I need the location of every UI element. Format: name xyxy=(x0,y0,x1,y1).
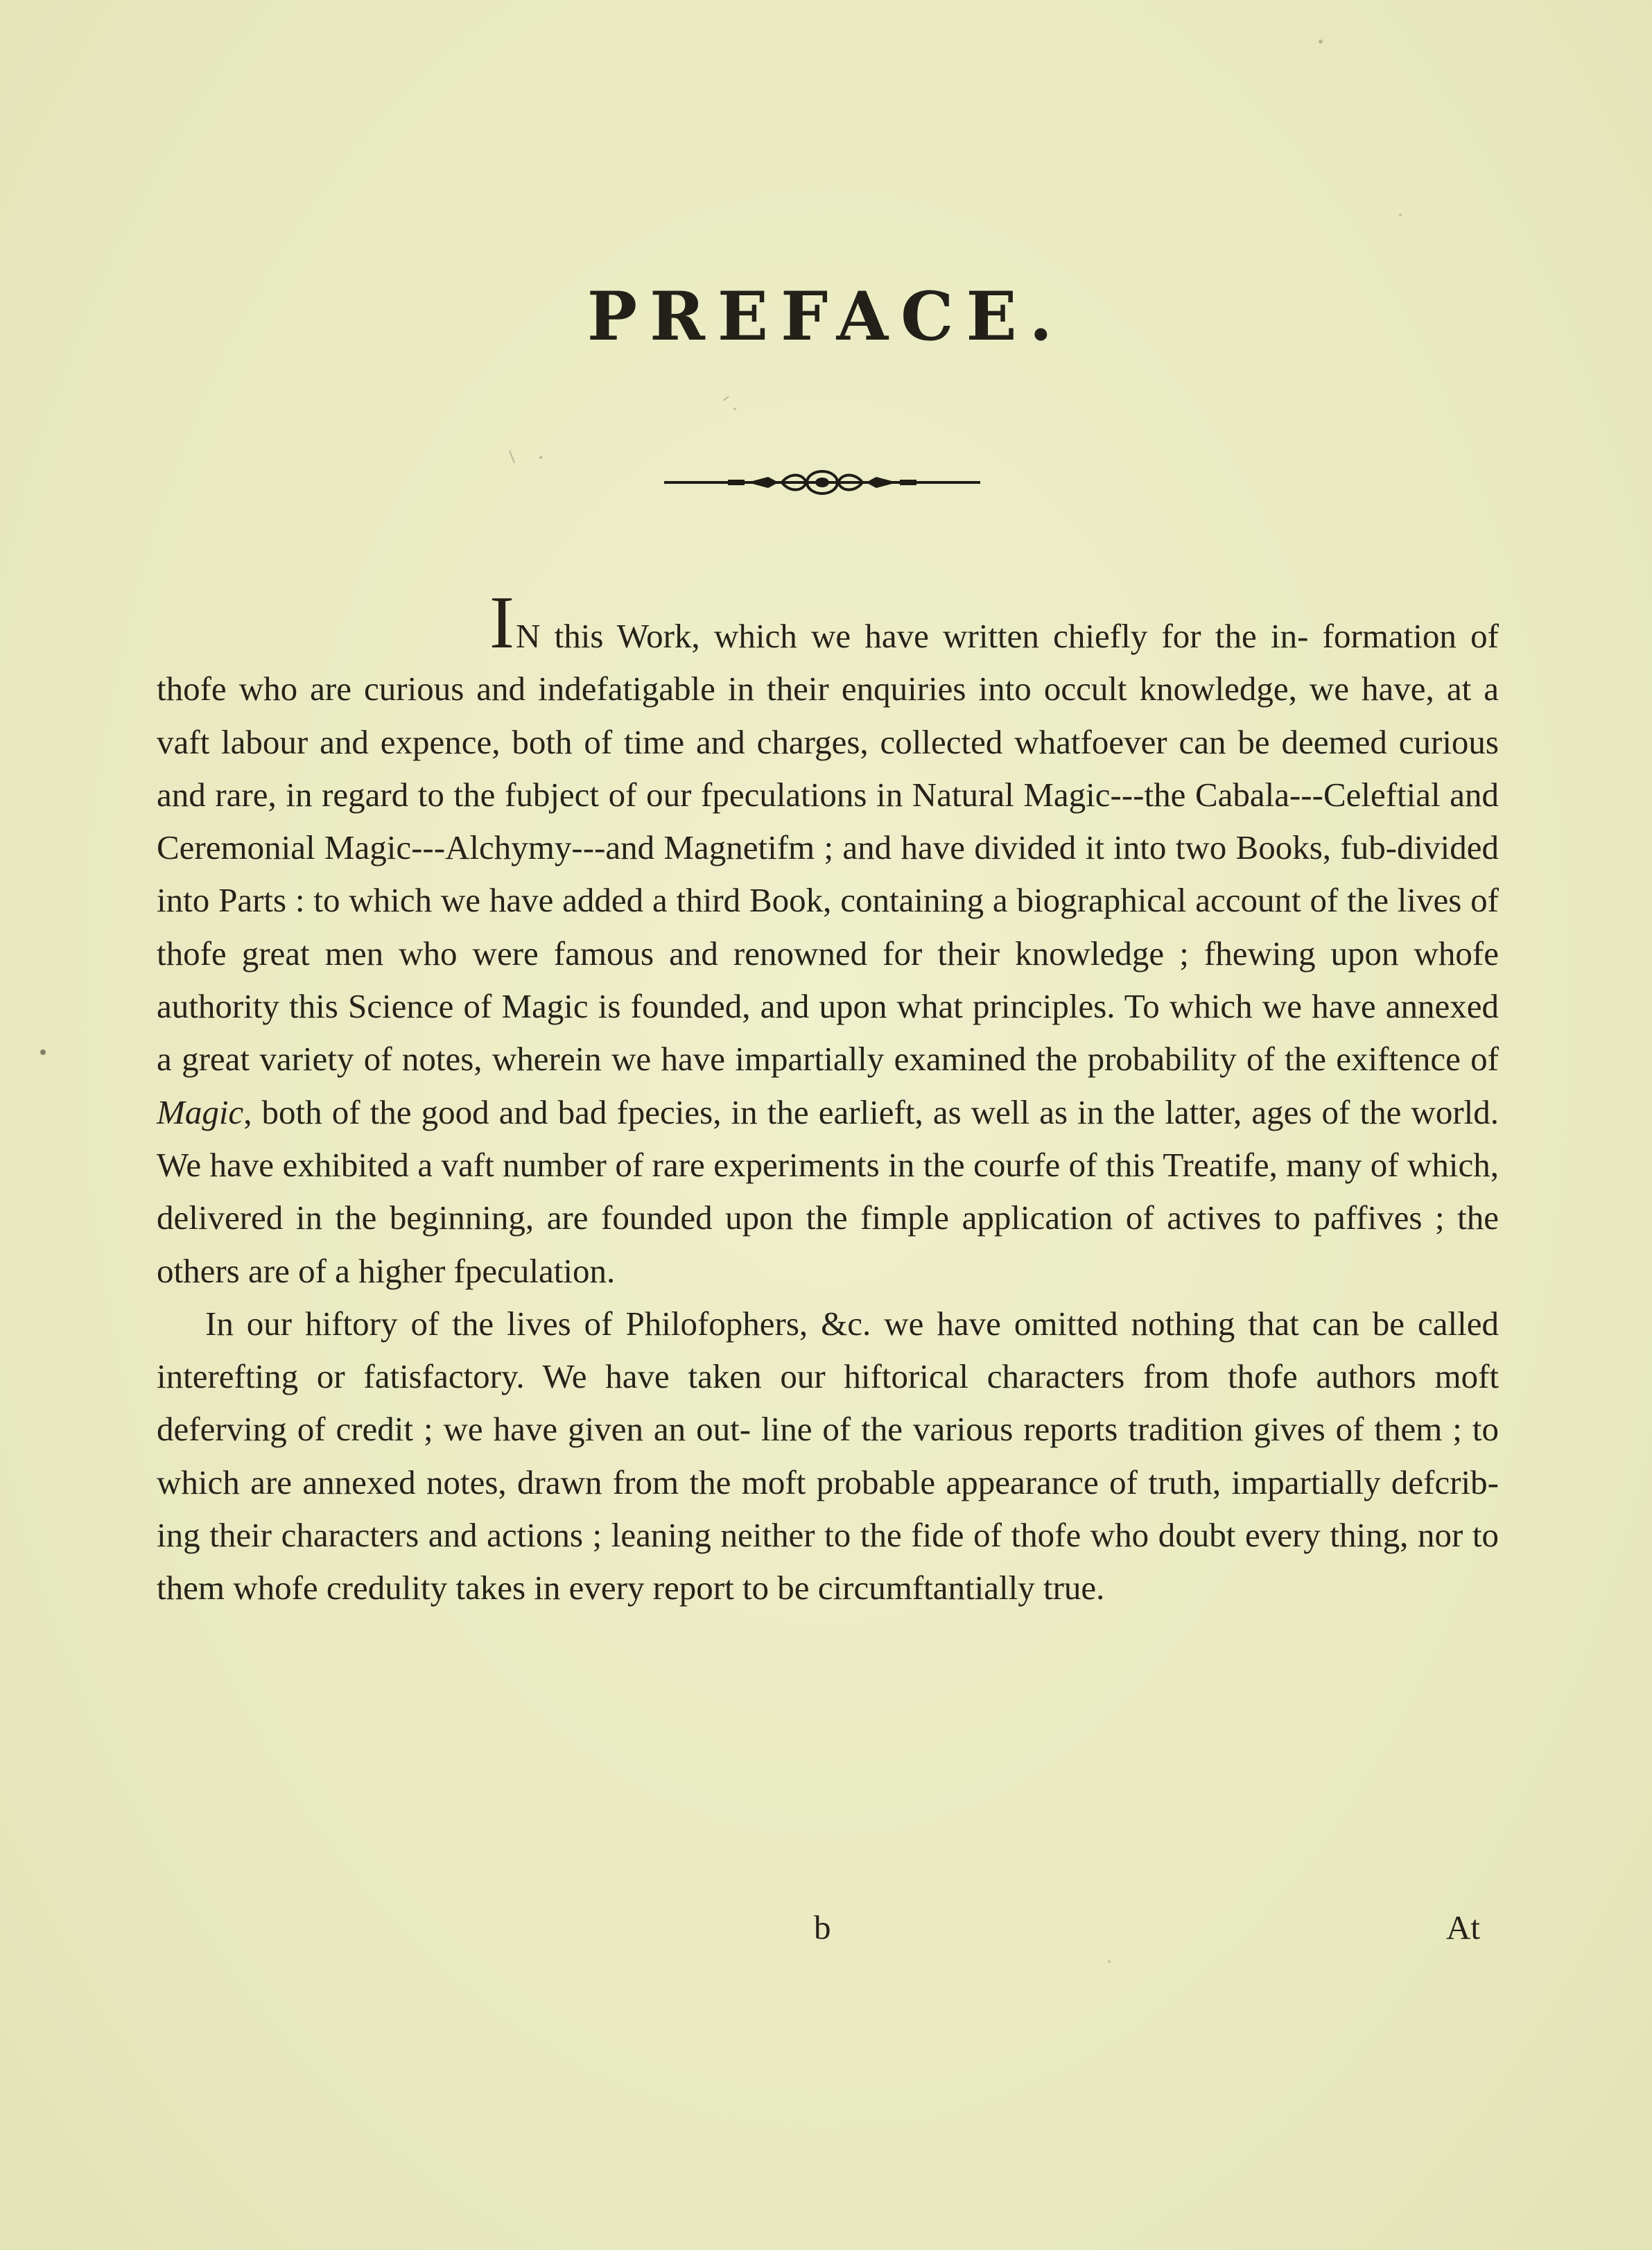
paragraph-1-text-b: , both of the good and bad fpecies, in the earlieft, as well as in the latter, ages of the world. We have exhibited a vaft number of rare experiments in the courfe of this Treatife, many of which, delivered in the beginning, are founded upon the fimple application of actives to paffives ; the others are of a higher fpeculation. xyxy=(157,1092,1499,1290)
signature-mark: b xyxy=(814,1908,831,1946)
catchword: At xyxy=(1446,1908,1480,1946)
page-title: PREFACE. xyxy=(586,277,1066,356)
paragraph-2: In our hiftory of the lives of Philofophers, &c. we have omitted nothing that can be called interefting or fatisfactory. We have taken our hiftorical characters from thofe authors moft deferving of credit ; we have given an out- line of the various reports tradition gives of them ; to which are annexed notes, drawn from the moft probable appearance of truth, impartially defcrib- ing their characters and actions ; leaning neither to the fide of thofe who doubt every thing, nor to them whofe credulity takes in every report to be circumftantially true. xyxy=(157,1304,1499,1607)
ornament-divider-icon xyxy=(664,463,980,502)
paragraph-1-text-a: N this Work, which we have written chiefly for the in- formation of thofe who are curious and indefatigable in their enquiries into occult knowledge, we have, at a vaft labour and expence, both of time and charges, collected whatfoever can be deemed curious and rare, in regard to the fubject of our fpeculations in Natural Magic---the Cabala---Celeftial and Ceremonial Magic---Alchymy---and Magnetifm ; and have divided it into two Books, fub-divided into Parts : to which we have added a third Book, containing a biographical account of the lives of thofe great men who were famous and renowned for their knowledge ; fhewing upon whofe authority this Science of Magic is founded, and upon what principles. To which we have annexed a great variety of notes, wherein we have impartially examined the probability of the exiftence of xyxy=(157,617,1499,1079)
drop-cap: I xyxy=(489,582,516,664)
paragraph-1 xyxy=(157,582,1499,1298)
preface-body xyxy=(157,582,1499,1615)
italic-term: Magic xyxy=(157,1092,244,1131)
